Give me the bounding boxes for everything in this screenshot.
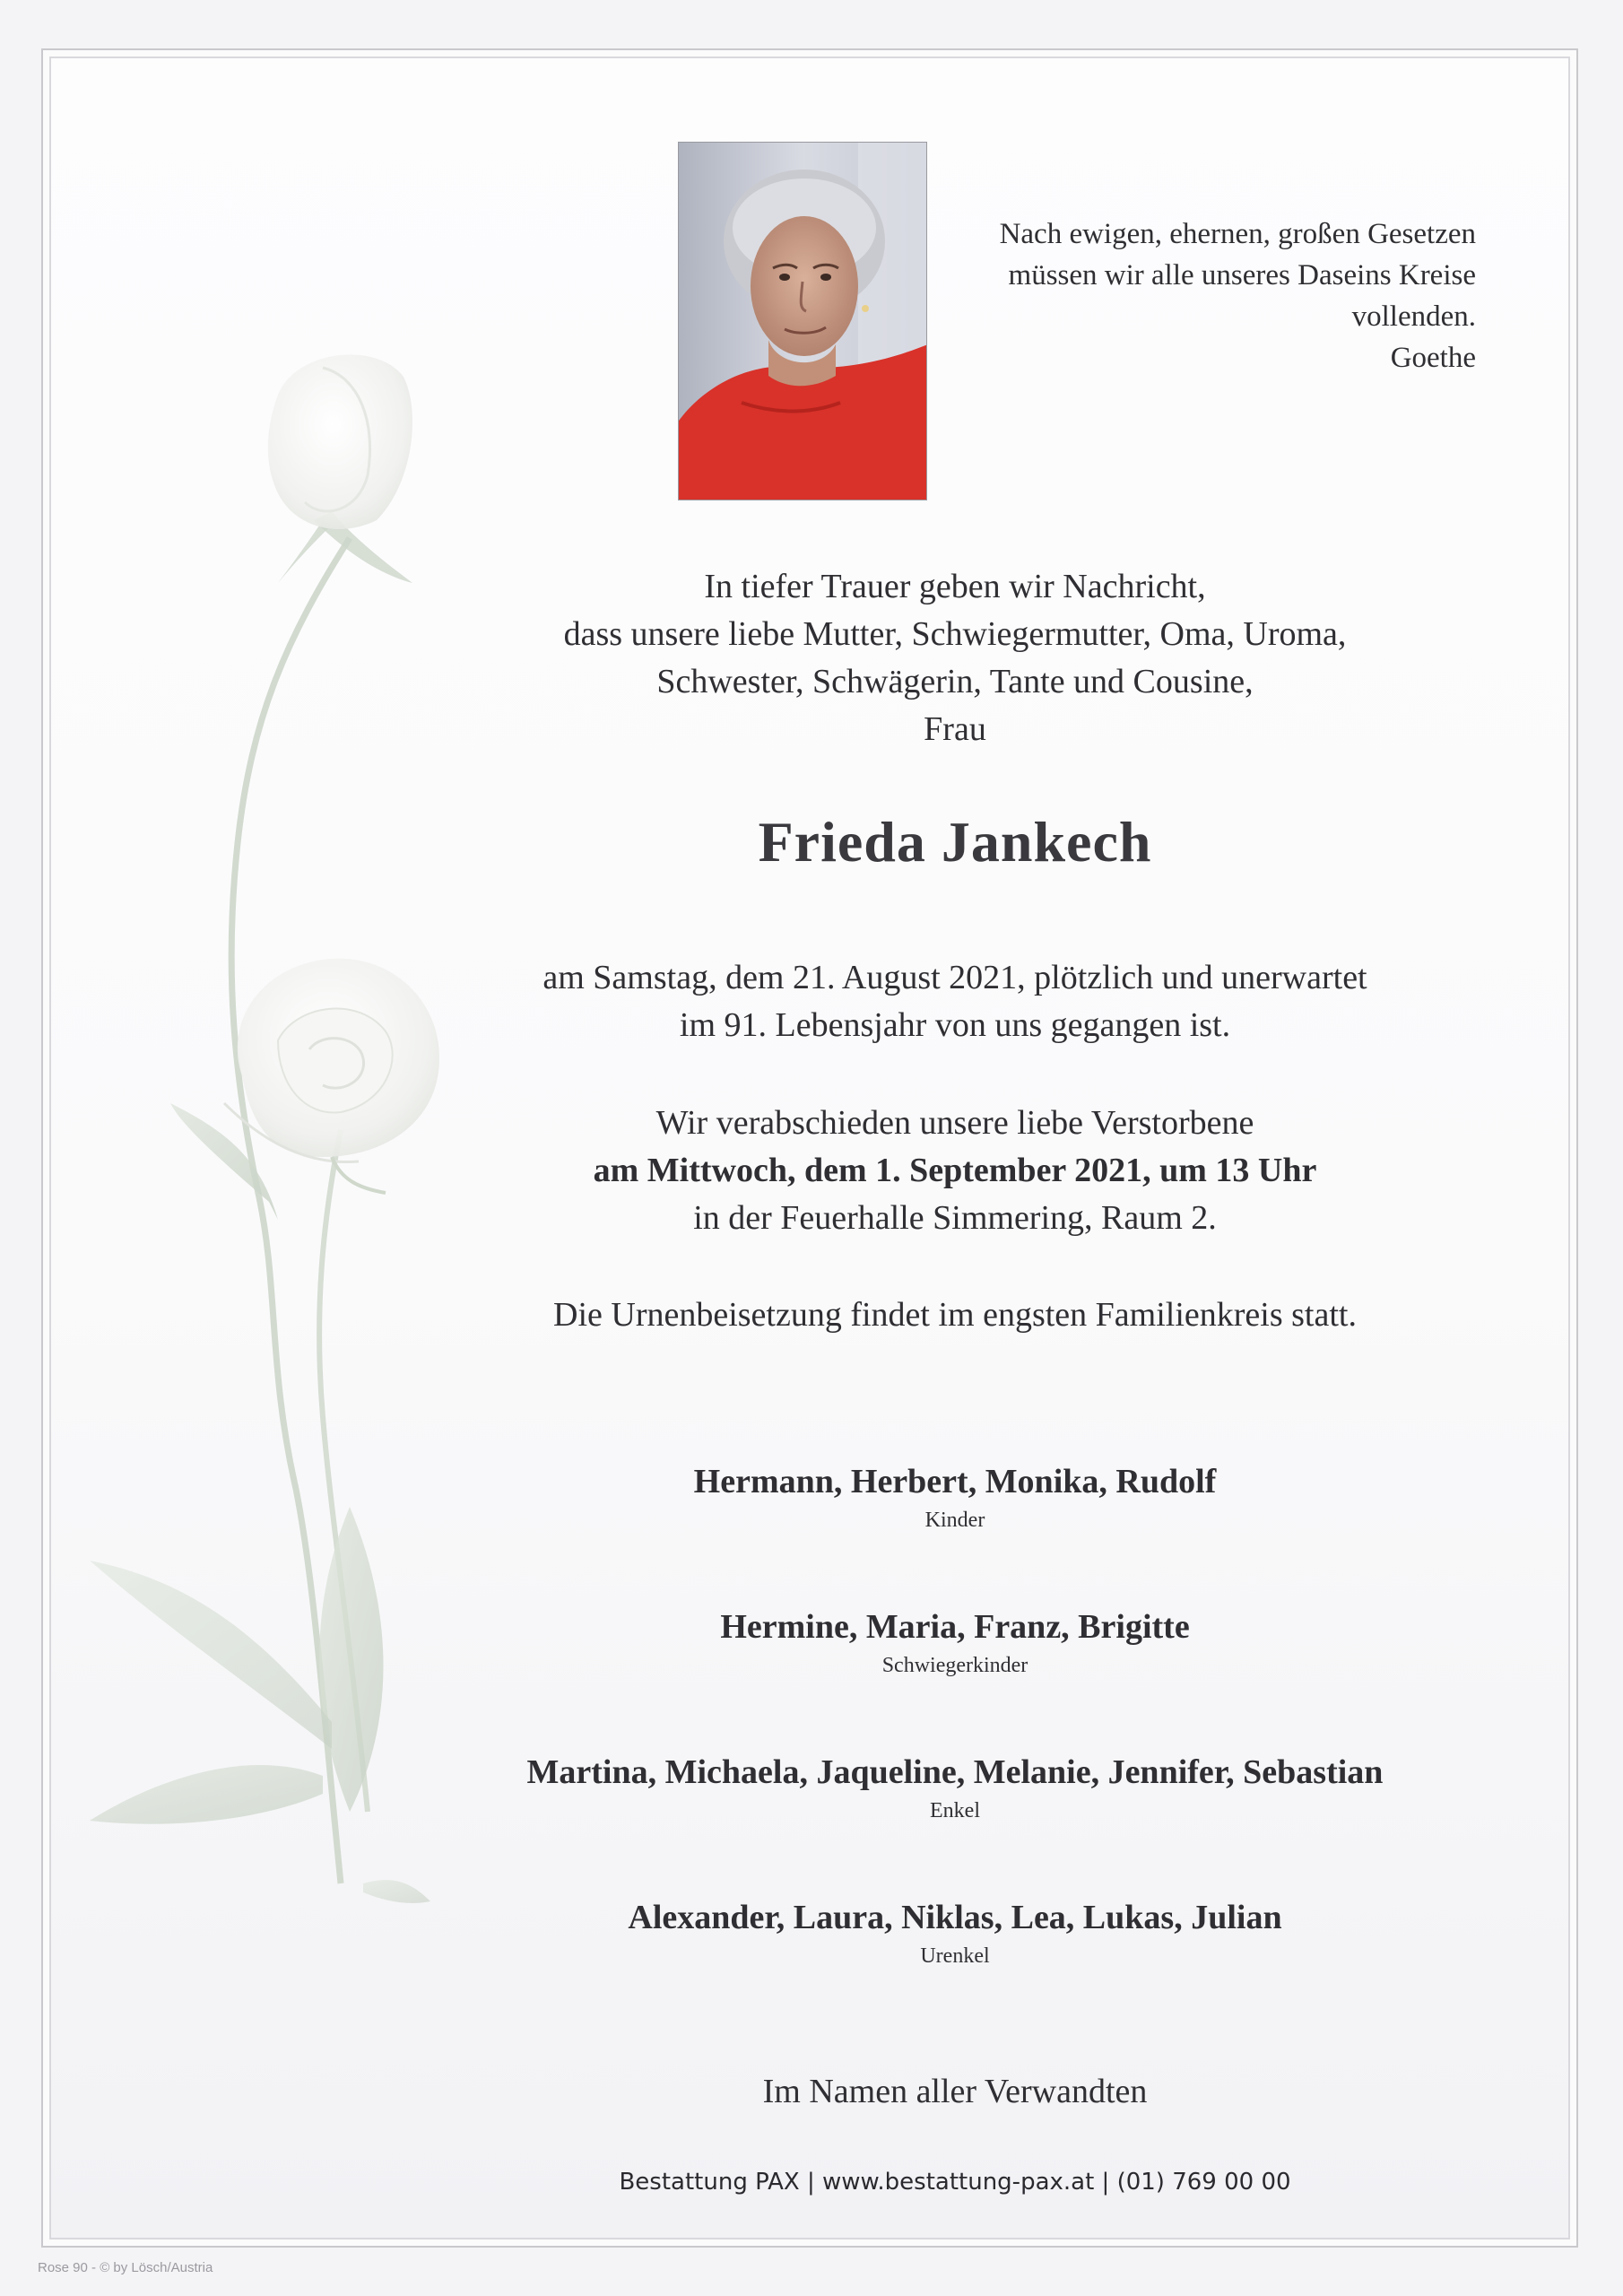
goethe-quote — [902, 213, 1476, 378]
mourner-group-children-in-law — [448, 1604, 1462, 1681]
quote-line: vollenden. — [1351, 300, 1476, 333]
death-line: am Samstag, dem 21. August 2021, plötzlich und unerwartet — [542, 959, 1367, 996]
white-rose-illustration — [54, 341, 484, 2045]
intro-line: Schwester, Schwägerin, Tante und Cousine, — [656, 663, 1254, 700]
intro-line: Frau — [924, 710, 986, 748]
portrait-photo — [678, 142, 927, 500]
funeral-home-footer: Bestattung PAX | www.bestattung-pax.at | (01) 769 00 00 — [619, 2169, 1291, 2196]
mourner-names: Hermann, Herbert, Monika, Rudolf — [693, 1463, 1217, 1500]
announcement-intro — [484, 563, 1426, 753]
quote-author: Goethe — [1390, 342, 1476, 374]
farewell-date: am Mittwoch, dem 1. September 2021, um 13 Uhr — [593, 1152, 1317, 1189]
design-credit: Rose 90 - © by Lösch/Austria — [38, 2260, 213, 2275]
mourner-group-children — [448, 1458, 1462, 1535]
farewell-line: Wir verabschieden unsere liebe Verstorbene — [655, 1104, 1254, 1142]
quote-line: Nach ewigen, ehernen, großen Gesetzen — [999, 218, 1476, 250]
mourner-names: Hermine, Maria, Franz, Brigitte — [720, 1608, 1190, 1646]
death-notice — [484, 954, 1426, 1049]
mourner-role: Urenkel — [920, 1944, 990, 1968]
quote-line: müssen wir alle unseres Daseins Kreise — [1008, 259, 1476, 291]
mourner-role: Schwiegerkinder — [881, 1654, 1028, 1677]
mourner-role: Enkel — [930, 1799, 980, 1822]
intro-line: In tiefer Trauer geben wir Nachricht, — [704, 568, 1206, 605]
mourner-names: Alexander, Laura, Niklas, Lea, Lukas, Julian — [628, 1899, 1282, 1936]
farewell-info — [484, 1100, 1426, 1242]
farewell-location: in der Feuerhalle Simmering, Raum 2. — [693, 1199, 1217, 1237]
mourner-role: Kinder — [924, 1509, 985, 1532]
closing-line: Im Namen aller Verwandten — [762, 2073, 1148, 2110]
deceased-name: Frieda Jankech — [758, 810, 1152, 874]
mourner-group-great-grandchildren — [448, 1894, 1462, 1971]
intro-line: dass unsere liebe Mutter, Schwiegermutter, Oma, Uroma, — [563, 615, 1347, 653]
mourner-names: Martina, Michaela, Jaqueline, Melanie, Jennifer, Sebastian — [526, 1753, 1384, 1791]
urn-notice: Die Urnenbeisetzung findet im engsten Familienkreis statt. — [553, 1296, 1357, 1334]
mourner-group-grandchildren — [448, 1749, 1462, 1826]
death-line: im 91. Lebensjahr von uns gegangen ist. — [679, 1006, 1231, 1044]
